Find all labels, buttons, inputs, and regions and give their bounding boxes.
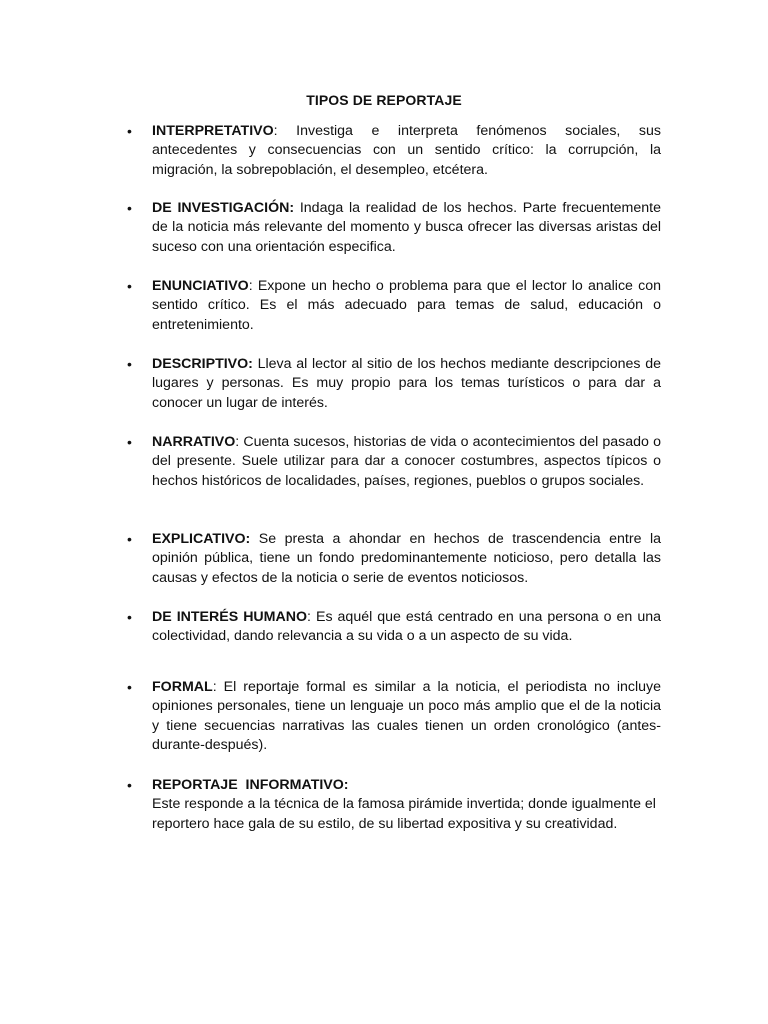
list-item-descriptivo	[127, 355, 661, 413]
list-item-explicativo	[127, 530, 661, 588]
list-item-formal	[127, 678, 661, 756]
item-description: Indaga la realidad de los hechos. Parte frecuentemente de la noticia más relevante del momento y busca ofrecer las diversas aristas del suceso con una orientación especifica.	[152, 200, 661, 255]
list-item-interpretativo	[127, 122, 661, 180]
bullet-icon: •	[127, 200, 132, 216]
item-separator: :	[289, 200, 295, 216]
item-description: Este responde a la técnica de la famosa pirámide invertida; donde igualmente el reportero hace gala de su estilo, de su libertad expositiva y su creatividad.	[152, 796, 656, 832]
item-term: ENUNCIATIVO	[152, 278, 249, 294]
item-term: DESCRIPTIVO:	[152, 356, 253, 372]
item-description: Lleva al lector al sitio de los hechos mediante descripciones de lugares y personas. Es muy propio para los temas turísticos o para dar a conocer un lugar de interés.	[152, 356, 661, 411]
item-description: Se presta a ahondar en hechos de trascendencia entre la opinión pública, tiene un fondo predominantemente noticioso, pero detalla las causas y efectos de la noticia o serie de eventos noticiosos.	[152, 531, 661, 586]
item-separator: :	[212, 679, 217, 695]
item-description: Expone un hecho o problema para que el lector lo analice con sentido crítico. Es el más adecuado para temas de salud, educación o entretenimiento.	[152, 278, 661, 333]
list-item-reportaje-informativo	[127, 776, 661, 834]
item-separator: :	[307, 609, 311, 625]
item-description: Cuenta sucesos, historias de vida o acontecimientos del pasado o del presente. Suele utilizar para dar a conocer costumbres, aspectos típicos o hechos históricos de localidades, países, regiones, pueblos o grupos sociales.	[152, 434, 661, 489]
bullet-icon: •	[127, 531, 132, 547]
bullet-icon: •	[127, 123, 132, 139]
item-separator: :	[235, 434, 240, 450]
bullet-icon: •	[127, 434, 132, 450]
item-description: Investiga e interpreta fenómenos sociales, sus antecedentes y consecuencias con un sentido crítico: la corrupción, la migración, la sobrepoblación, el desempleo, etcétera.	[152, 123, 661, 178]
item-term: DE INTERÉS HUMANO	[152, 609, 308, 625]
item-term: DE INVESTIGACIÓN	[152, 200, 290, 216]
list-item-de-interes-humano	[127, 608, 661, 647]
list-item-de-investigacion	[127, 199, 661, 257]
item-term: REPORTAJE INFORMATIVO:	[152, 777, 349, 793]
item-term: INTERPRETATIVO	[152, 123, 274, 139]
item-separator: :	[248, 278, 253, 294]
document-title: TIPOS DE REPORTAJE	[306, 92, 462, 108]
bullet-icon: •	[127, 679, 132, 695]
item-term: NARRATIVO	[152, 434, 236, 450]
item-description: Es aquél que está centrado en una persona o en una colectividad, dando relevancia a su vida o a un aspecto de su vida.	[152, 609, 661, 645]
list-item-narrativo	[127, 433, 661, 491]
bullet-icon: •	[127, 777, 132, 793]
item-term: FORMAL	[152, 679, 213, 695]
bullet-icon: •	[127, 609, 132, 625]
item-separator: :	[273, 123, 278, 139]
item-term: EXPLICATIVO:	[152, 531, 251, 547]
bullet-icon: •	[127, 356, 132, 372]
bullet-icon: •	[127, 278, 132, 294]
item-description: El reportaje formal es similar a la noticia, el periodista no incluye opiniones personales, tiene un lenguaje un poco más amplio que el de la noticia y tiene secuencias narrativas las cuales tienen un orden cronológico (antes-durante-después).	[152, 679, 661, 754]
list-item-enunciativo	[127, 277, 661, 335]
